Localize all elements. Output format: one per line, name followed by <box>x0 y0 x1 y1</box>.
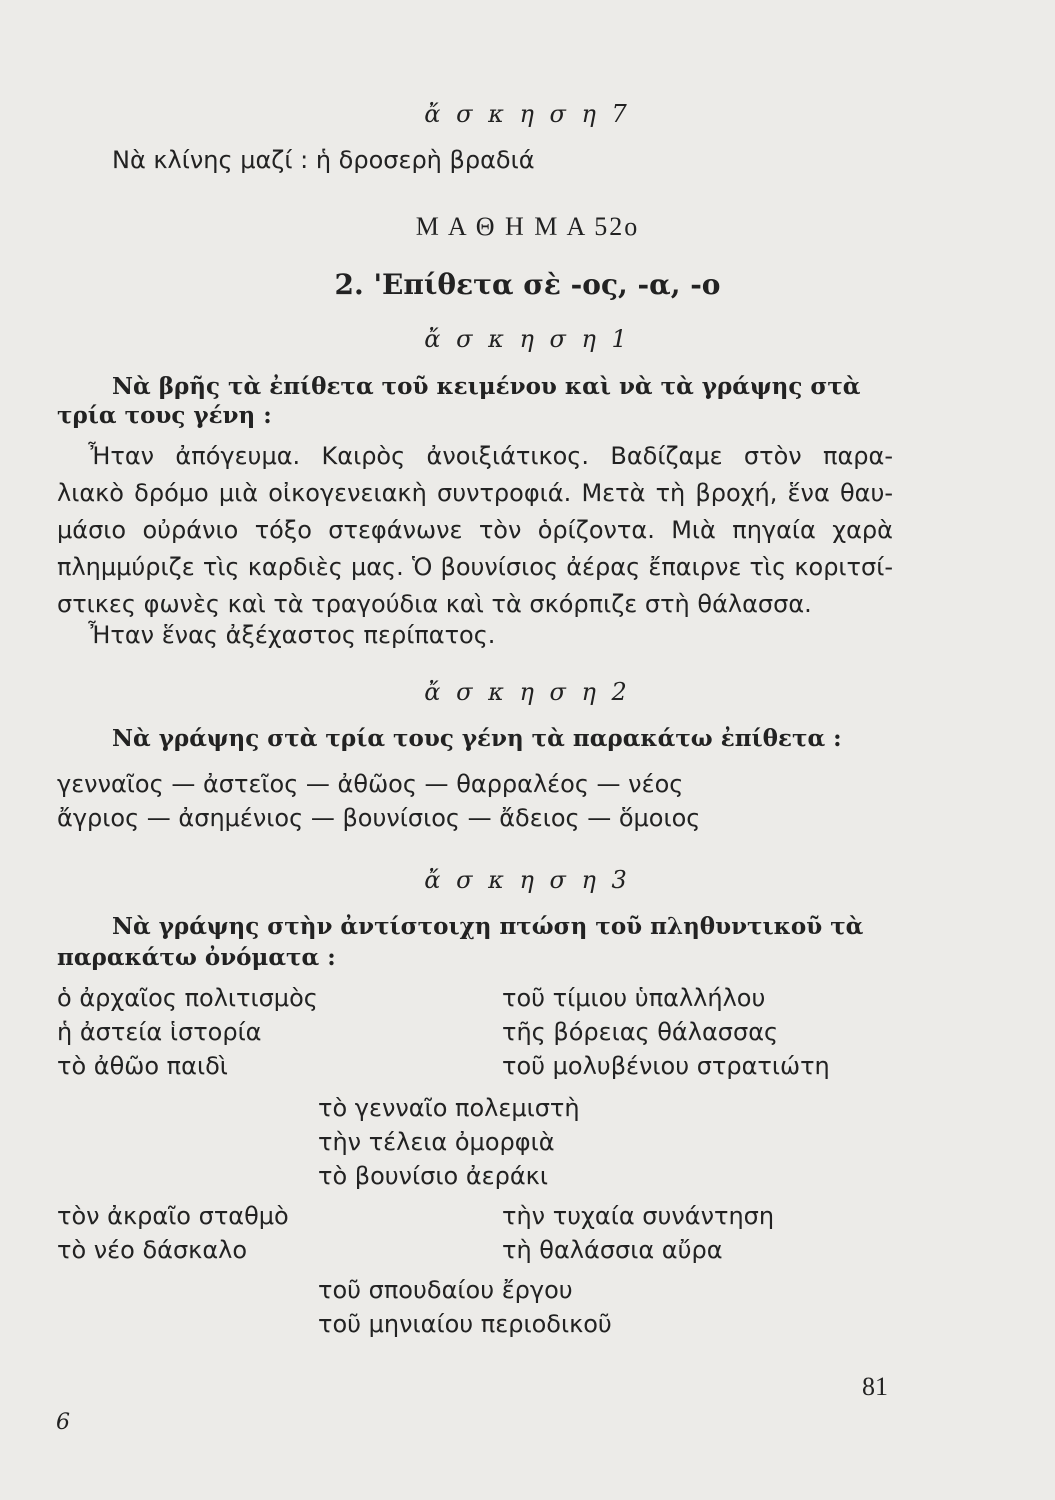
list-item: τοῦ μολυβένιου στρατιώτη <box>502 1052 830 1080</box>
exercise-1-text-line-3: μάσιο οὐράνιο τόξο στεφάνωνε τὸν ὁρίζοντα. Μιὰ πηγαία χαρὰ <box>57 516 893 544</box>
exercise-7-title: ἄ σ κ η σ η 7 <box>424 100 631 128</box>
exercise-3-title: ἄ σ κ η σ η 3 <box>424 866 631 894</box>
exercise-2-instruction: Νὰ γράψης στὰ τρία τους γένη τὰ παρακάτω ἐπίθετα : <box>112 725 842 752</box>
exercise-1-text-line-1: Ἦταν ἀπόγευμα. Καιρὸς ἀνοιξιάτικος. Βαδίζαμε στὸν παρα- <box>88 442 893 470</box>
list-item: ὁ ἀρχαῖος πολιτισμὸς <box>57 984 318 1012</box>
exercise-1-instruction-line-1: Νὰ βρῆς τὰ ἐπίθετα τοῦ κειμένου καὶ νὰ τὰ γράψης στὰ <box>112 373 861 400</box>
list-item: τὸ ἀθῶο παιδὶ <box>57 1052 228 1080</box>
exercise-1-text-line-6: Ἦταν ἕνας ἀξέχαστος περίπατος. <box>88 621 496 649</box>
lesson-title: Μ Α Θ Η Μ Α 52ο <box>415 212 640 241</box>
exercise-3-instruction-line-1: Νὰ γράψης στὴν ἀντίστοιχη πτώση τοῦ πληθυντικοῦ τὰ <box>112 913 864 940</box>
page-number: 81 <box>862 1372 888 1401</box>
signature-mark: 6 <box>56 1410 70 1435</box>
exercise-1-instruction-line-2: τρία τους γένη : <box>57 402 272 429</box>
exercise-2-line-2: ἄγριος — ἀσημένιος — βουνίσιος — ἄδειος — ὅμοιος <box>57 804 701 832</box>
exercise-1-text-line-5: στικες φωνὲς καὶ τὰ τραγούδια καὶ τὰ σκόρπιζε στὴ θάλασσα. <box>57 590 812 618</box>
list-item: τὸ νέο δάσκαλο <box>57 1236 248 1264</box>
list-item: τὸν ἀκραῖο σταθμὸ <box>57 1202 289 1230</box>
exercise-2-line-1: γενναῖος — ἀστεῖος — ἀθῶος — θαρραλέος — νέος <box>57 770 684 798</box>
exercise-1-text-line-4: πλημμύριζε τὶς καρδιὲς μας. Ὁ βουνίσιος ἀέρας ἔπαιρνε τὶς κοριτσί- <box>57 553 893 581</box>
list-item: τοῦ μηνιαίου περιοδικοῦ <box>318 1310 612 1338</box>
exercise-1-text-line-2: λιακὸ δρόμο μιὰ οἰκογενειακὴ συντροφιά. Μετὰ τὴ βροχή, ἕνα θαυ- <box>57 479 893 507</box>
list-item: τὴ θαλάσσια αὔρα <box>502 1236 723 1264</box>
list-item: τὸ βουνίσιο ἀεράκι <box>318 1162 548 1190</box>
list-item: τοῦ σπουδαίου ἔργου <box>318 1276 573 1304</box>
exercise-1-title: ἄ σ κ η σ η 1 <box>424 325 631 353</box>
exercise-2-title: ἄ σ κ η σ η 2 <box>424 678 631 706</box>
list-item: τῆς βόρειας θάλασσας <box>502 1018 779 1046</box>
list-item: τὸ γενναῖο πολεμιστὴ <box>318 1094 580 1122</box>
exercise-3-instruction-line-2: παρακάτω ὀνόματα : <box>57 944 336 971</box>
exercise-7-text: Νὰ κλίνης μαζί : ἡ δροσερὴ βραδιά <box>112 146 535 174</box>
list-item: τὴν τυχαία συνάντηση <box>502 1202 775 1230</box>
list-item: ἡ ἀστεία ἱστορία <box>57 1018 262 1046</box>
list-item: τοῦ τίμιου ὑπαλλήλου <box>502 984 766 1012</box>
section-title: 2. 'Επίθετα σὲ -ος, -α, -ο <box>334 268 721 301</box>
list-item: τὴν τέλεια ὀμορφιὰ <box>318 1128 555 1156</box>
